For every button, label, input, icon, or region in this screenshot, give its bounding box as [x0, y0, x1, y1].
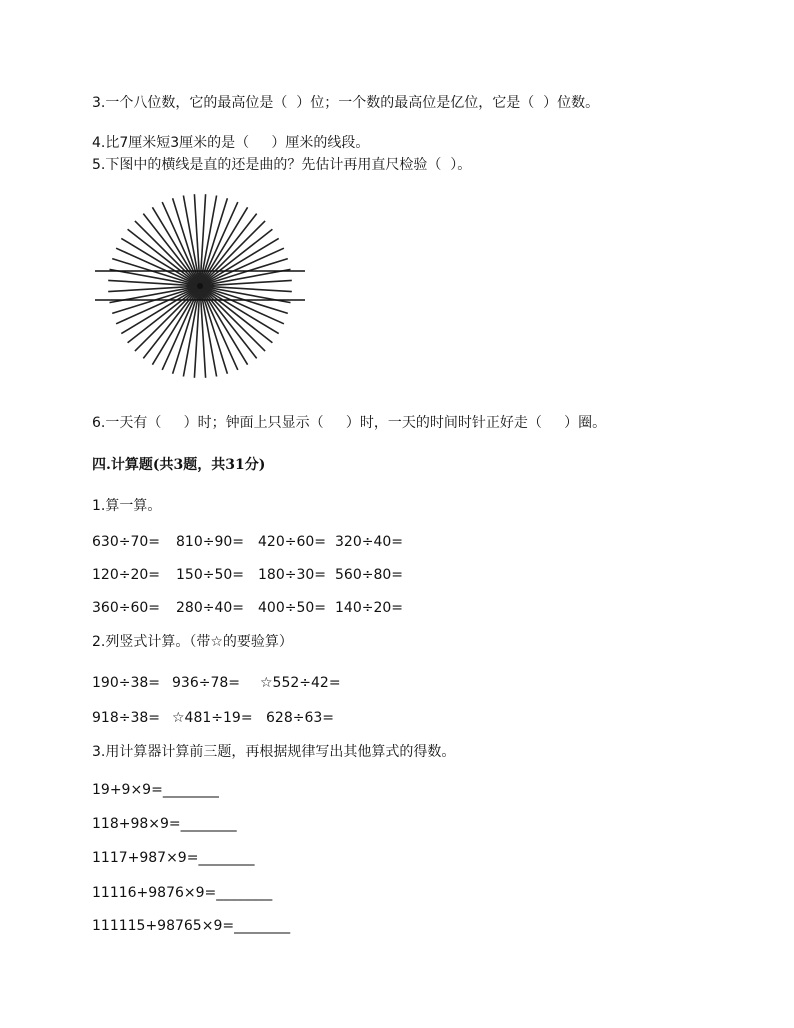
problem-1-title: 1.算一算。 [92, 498, 162, 514]
question-4: 4.比7厘米短3厘米的是（ ）厘米的线段。 [92, 135, 370, 151]
calc-expression: ☆552÷42= [260, 675, 341, 691]
calc-expression: 630÷70= [92, 534, 160, 550]
calc-expression: 360÷60= [92, 600, 160, 616]
problem-3-title: 3.用计算器计算前三题，再根据规律写出其他算式的得数。 [92, 744, 456, 760]
calc-expression: 320÷40= [335, 534, 403, 550]
calc-expression: 420÷60= [258, 534, 326, 550]
pattern-expression: 118+98×9=________ [92, 816, 237, 832]
pattern-expression: 11116+9876×9=________ [92, 885, 273, 901]
straight-lines-illusion-figure [92, 192, 308, 382]
calc-expression: 936÷78= [172, 675, 240, 691]
calc-expression: 180÷30= [258, 567, 326, 583]
calc-expression: 150÷50= [176, 567, 244, 583]
calc-expression: 140÷20= [335, 600, 403, 616]
question-3: 3.一个八位数，它的最高位是（ ）位；一个数的最高位是亿位，它是（ ）位数。 [92, 95, 600, 111]
question-5: 5.下图中的横线是直的还是曲的？先估计再用直尺检验（ ）。 [92, 157, 472, 173]
figure-center [197, 283, 203, 289]
section-heading: 四.计算题(共3题，共31分) [92, 457, 266, 473]
calc-expression: 918÷38= [92, 710, 160, 726]
pattern-expression: 1117+987×9=________ [92, 850, 255, 866]
calc-expression: ☆481÷19= [172, 710, 253, 726]
calc-expression: 400÷50= [258, 600, 326, 616]
calc-expression: 628÷63= [266, 710, 334, 726]
calc-expression: 280÷40= [176, 600, 244, 616]
calc-expression: 190÷38= [92, 675, 160, 691]
calc-expression: 120÷20= [92, 567, 160, 583]
pattern-expression: 111115+98765×9=________ [92, 918, 291, 934]
pattern-expression: 19+9×9=________ [92, 782, 219, 798]
problem-2-title: 2.列竖式计算。（带☆的要验算） [92, 634, 293, 650]
calc-expression: 560÷80= [335, 567, 403, 583]
question-6: 6.一天有（ ）时；钟面上只显示（ ）时，一天的时间时针正好走（ ）圈。 [92, 415, 607, 431]
calc-expression: 810÷90= [176, 534, 244, 550]
